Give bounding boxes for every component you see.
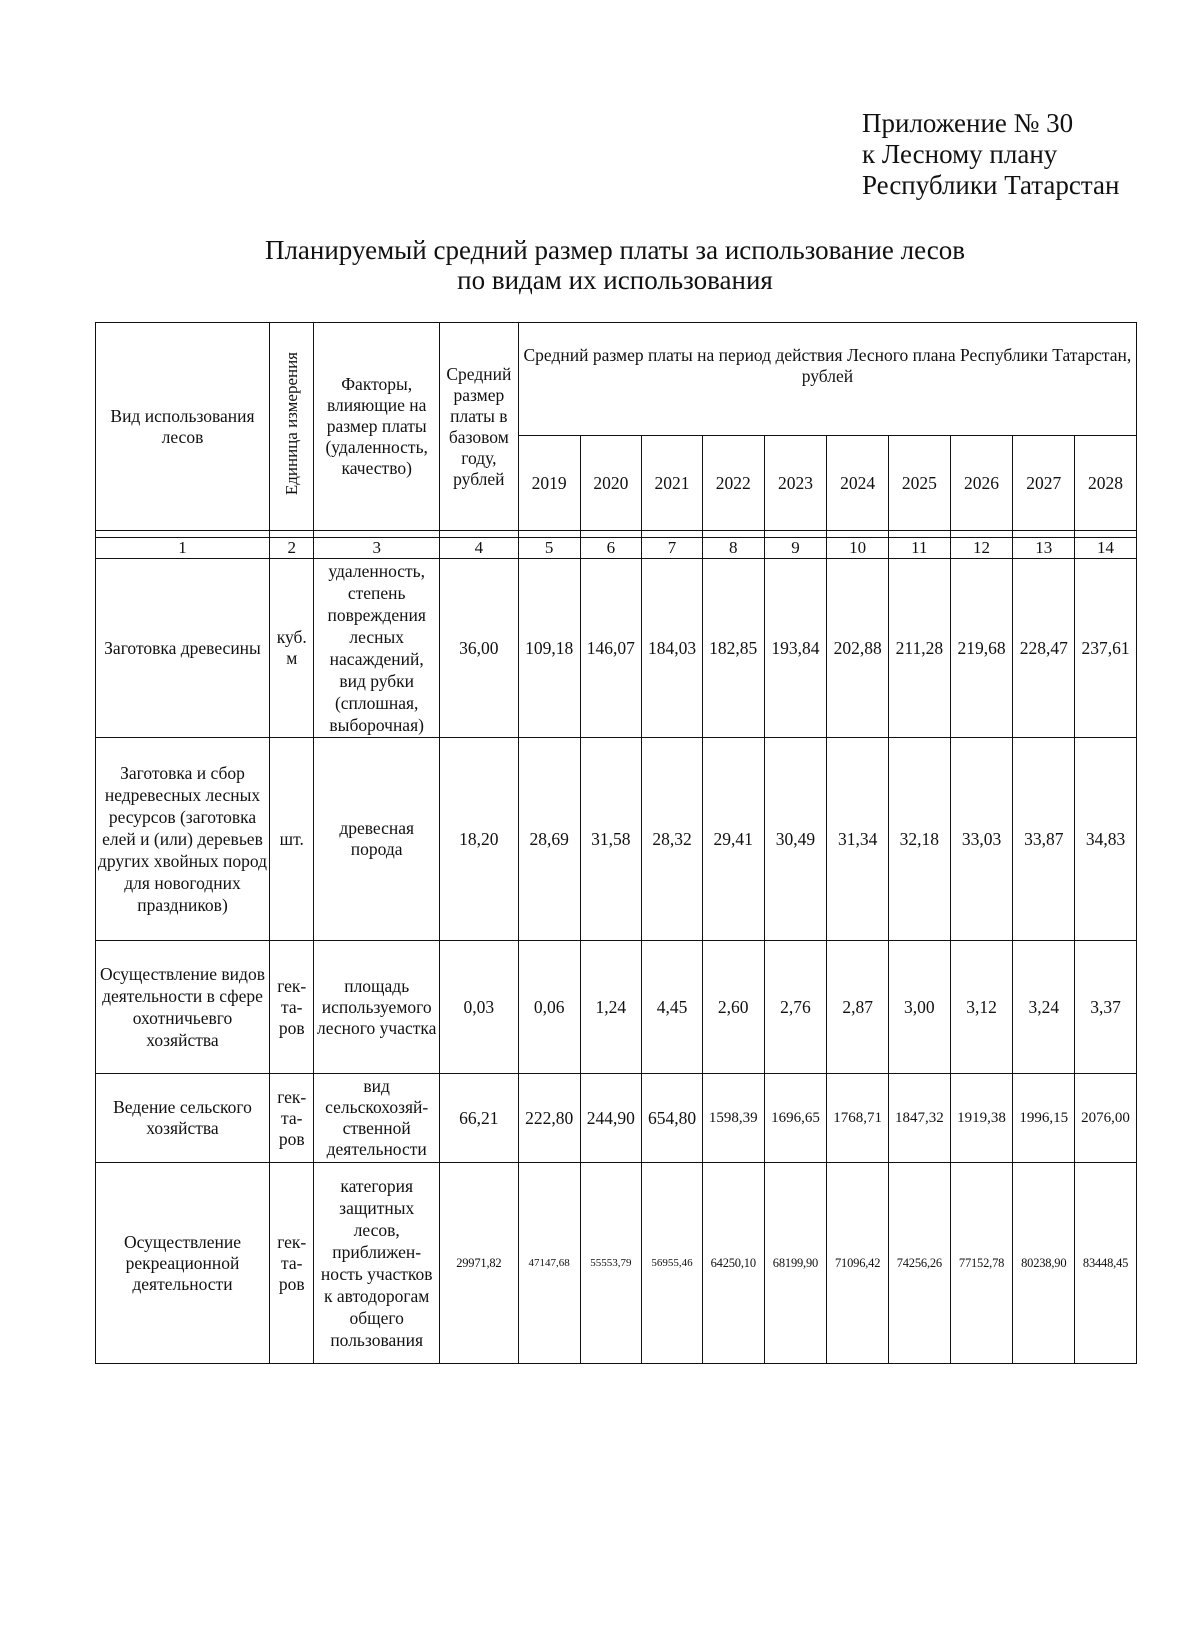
row-value: 146,07 [580, 559, 642, 738]
row-base: 29971,82 [439, 1163, 518, 1364]
header-year: 2021 [642, 436, 703, 531]
header-factors: Факторы, влияющие на размер платы (удаленность, качество) [314, 323, 439, 531]
row-factors: вид сельскохозяй-ственной деятельности [314, 1074, 439, 1163]
row-value: 654,80 [642, 1074, 703, 1163]
row-value: 1919,38 [950, 1074, 1013, 1163]
row-unit: куб. м [269, 559, 314, 738]
appendix-line-2: к Лесному плану [862, 139, 1058, 169]
row-value: 31,58 [580, 738, 642, 941]
header-base: Средний размер платы в базовом году, рублей [439, 323, 518, 531]
row-value: 34,83 [1075, 738, 1137, 941]
row-value: 2,60 [702, 941, 764, 1074]
row-value: 1996,15 [1013, 1074, 1075, 1163]
row-value: 184,03 [642, 559, 703, 738]
header-type: Вид использования лесов [96, 323, 270, 531]
row-factors: площадь используемого лесного участка [314, 941, 439, 1074]
table-row [96, 941, 1137, 1074]
header-year: 2019 [518, 436, 580, 531]
table-row [96, 738, 1137, 941]
row-value: 1,24 [580, 941, 642, 1074]
row-value: 3,12 [950, 941, 1013, 1074]
row-factors: категория защитных лесов, приближен-ность участков к автодорогам общего пользования [314, 1163, 439, 1364]
row-type: Осуществление видов деятельности в сфере охотничьевго хозяйства [96, 941, 270, 1074]
table-row [96, 559, 1137, 738]
row-value: 182,85 [702, 559, 764, 738]
row-value: 2076,00 [1075, 1074, 1137, 1163]
appendix-line-1: Приложение № 30 [862, 108, 1074, 138]
column-number: 5 [518, 538, 580, 559]
row-value: 0,06 [518, 941, 580, 1074]
appendix-note [862, 108, 1119, 201]
row-unit: шт. [269, 738, 314, 941]
row-type: Осуществление рекреационной деятельности [96, 1163, 270, 1364]
row-value: 3,37 [1075, 941, 1137, 1074]
header-year: 2023 [764, 436, 827, 531]
header-year: 2027 [1013, 436, 1075, 531]
row-type: Ведение сельского хозяйства [96, 1074, 270, 1163]
row-value: 68199,90 [764, 1163, 827, 1364]
appendix-line-3: Республики Татарстан [862, 170, 1120, 200]
row-value: 77152,78 [950, 1163, 1013, 1364]
row-value: 3,24 [1013, 941, 1075, 1074]
header-period: Средний размер платы на период действия Лесного плана Республики Татарстан, рублей [518, 323, 1136, 436]
row-value: 219,68 [950, 559, 1013, 738]
row-base: 66,21 [439, 1074, 518, 1163]
row-value: 237,61 [1075, 559, 1137, 738]
row-value: 56955,46 [642, 1163, 703, 1364]
row-value: 29,41 [702, 738, 764, 941]
table-row [96, 1074, 1137, 1163]
row-value: 1696,65 [764, 1074, 827, 1163]
header-unit: Единица измерения [282, 352, 302, 496]
row-value: 33,87 [1013, 738, 1075, 941]
column-number: 3 [314, 538, 439, 559]
row-value: 193,84 [764, 559, 827, 738]
row-unit: гек-та-ров [269, 1163, 314, 1364]
row-unit: гек-та-ров [269, 941, 314, 1074]
row-unit: гек-та-ров [269, 1074, 314, 1163]
header-year: 2026 [950, 436, 1013, 531]
row-value: 222,80 [518, 1074, 580, 1163]
row-value: 1598,39 [702, 1074, 764, 1163]
row-value: 1768,71 [827, 1074, 889, 1163]
row-value: 3,00 [889, 941, 951, 1074]
row-value: 2,76 [764, 941, 827, 1074]
row-value: 33,03 [950, 738, 1013, 941]
column-number: 2 [269, 538, 314, 559]
column-number: 4 [439, 538, 518, 559]
row-value: 28,69 [518, 738, 580, 941]
row-value: 64250,10 [702, 1163, 764, 1364]
document-title [0, 235, 1200, 295]
table-row [96, 1163, 1137, 1364]
column-number: 6 [580, 538, 642, 559]
column-number: 12 [950, 538, 1013, 559]
row-value: 2,87 [827, 941, 889, 1074]
row-value: 71096,42 [827, 1163, 889, 1364]
row-base: 0,03 [439, 941, 518, 1074]
header-year: 2022 [702, 436, 764, 531]
row-value: 55553,79 [580, 1163, 642, 1364]
row-value: 32,18 [889, 738, 951, 941]
header-unit-cell [269, 323, 314, 531]
column-number: 7 [642, 538, 703, 559]
header-year: 2024 [827, 436, 889, 531]
column-number: 9 [764, 538, 827, 559]
row-value: 4,45 [642, 941, 703, 1074]
row-value: 80238,90 [1013, 1163, 1075, 1364]
column-number: 1 [96, 538, 270, 559]
row-value: 28,32 [642, 738, 703, 941]
row-value: 228,47 [1013, 559, 1075, 738]
row-value: 30,49 [764, 738, 827, 941]
header-year: 2020 [580, 436, 642, 531]
row-type: Заготовка древесины [96, 559, 270, 738]
row-value: 202,88 [827, 559, 889, 738]
title-line-2: по видам их использования [457, 265, 773, 295]
row-value: 244,90 [580, 1074, 642, 1163]
row-value: 47147,68 [518, 1163, 580, 1364]
payment-table [95, 322, 1137, 1364]
row-factors: удаленность, степень повреждения лесных насаждений, вид рубки (сплошная, выборочная) [314, 559, 439, 738]
header-gap-row [96, 531, 1137, 538]
column-number: 13 [1013, 538, 1075, 559]
column-number-row [96, 538, 1137, 559]
column-number: 14 [1075, 538, 1137, 559]
title-line-1: Планируемый средний размер платы за использование лесов [264, 235, 966, 265]
header-row-1 [96, 323, 1137, 436]
row-value: 109,18 [518, 559, 580, 738]
row-value: 74256,26 [889, 1163, 951, 1364]
row-base: 36,00 [439, 559, 518, 738]
column-number: 10 [827, 538, 889, 559]
row-value: 211,28 [889, 559, 951, 738]
column-number: 11 [889, 538, 951, 559]
row-value: 31,34 [827, 738, 889, 941]
row-base: 18,20 [439, 738, 518, 941]
row-value: 83448,45 [1075, 1163, 1137, 1364]
row-value: 1847,32 [889, 1074, 951, 1163]
row-type: Заготовка и сбор недревесных лесных ресурсов (заготовка елей и (или) деревьев других хвойных пород для новогодних праздников) [96, 738, 270, 941]
row-factors: древесная порода [314, 738, 439, 941]
header-year: 2028 [1075, 436, 1137, 531]
header-year: 2025 [889, 436, 951, 531]
column-number: 8 [702, 538, 764, 559]
